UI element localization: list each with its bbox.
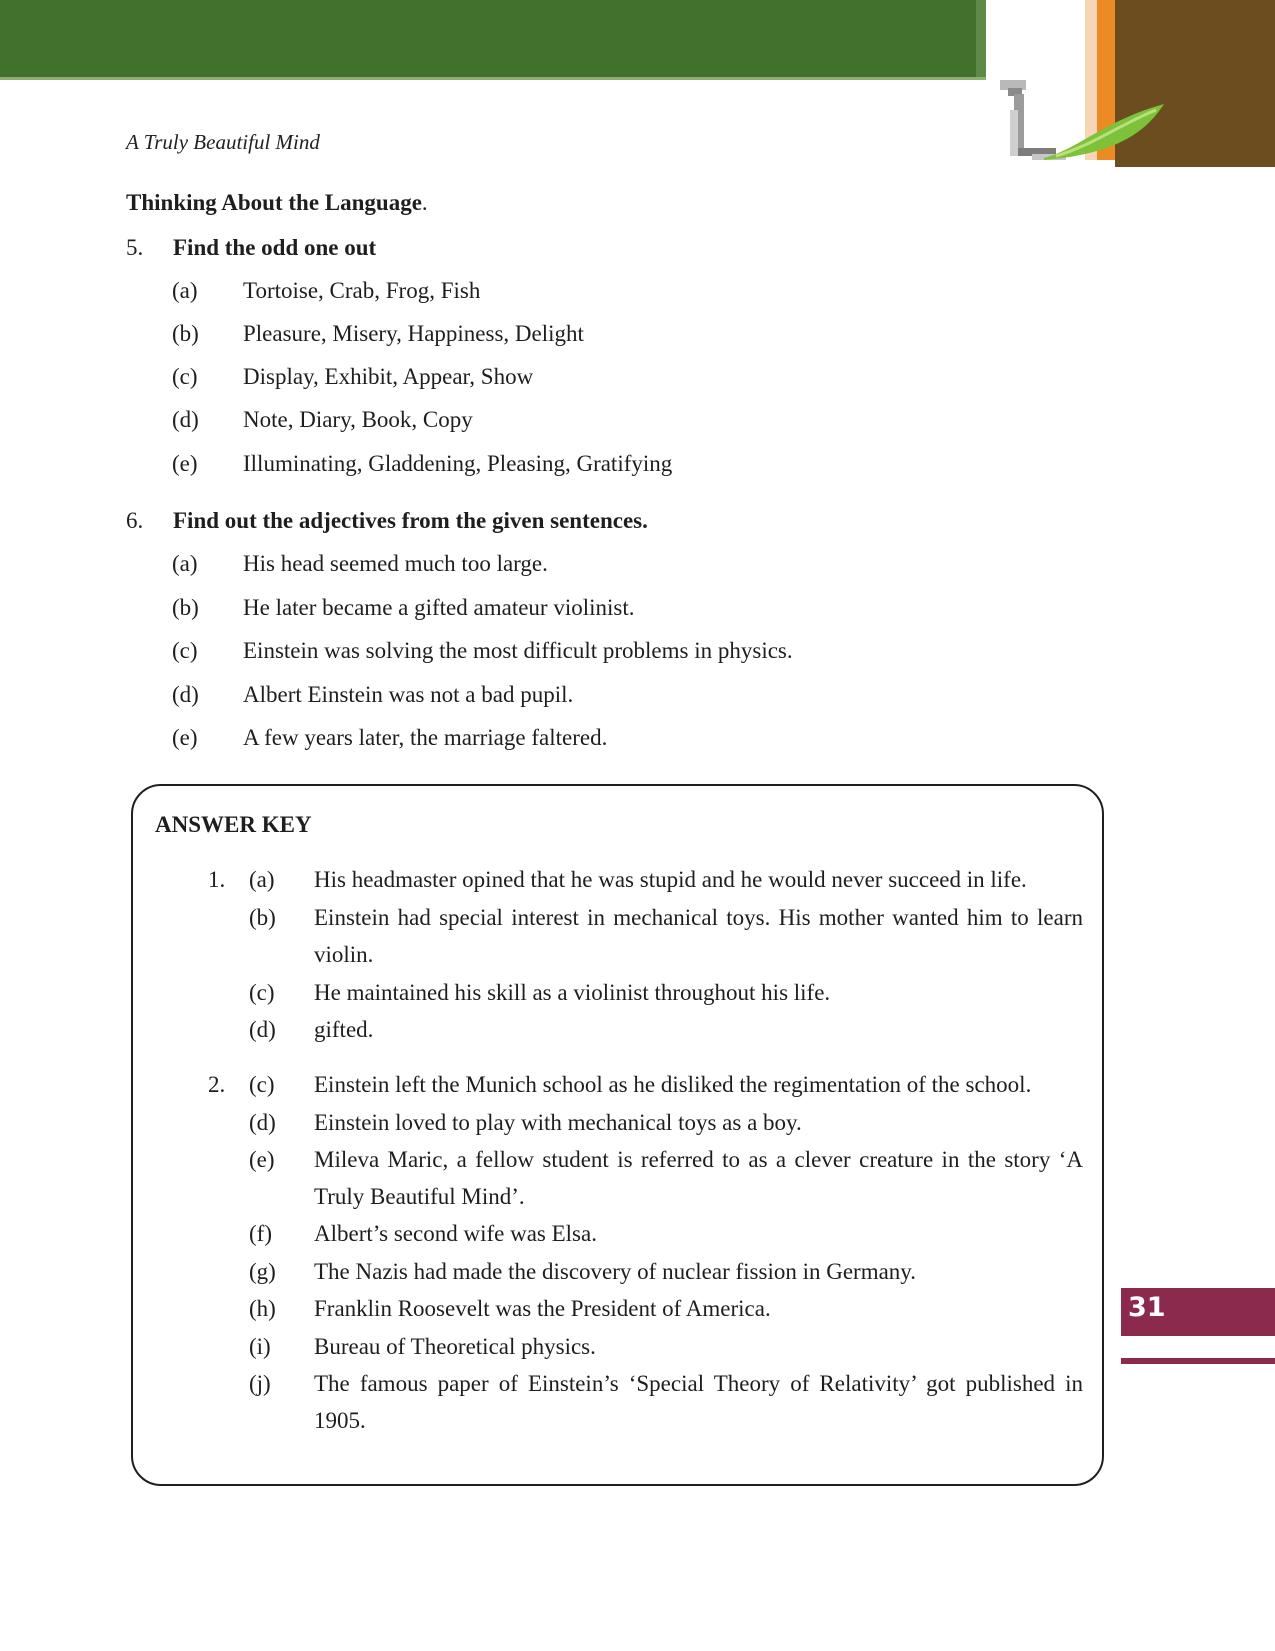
answer-label: (g) (249, 1259, 276, 1284)
item-text: Einstein was solving the most difficult problems in physics. (243, 638, 793, 663)
answer-text: gifted. (314, 1017, 374, 1042)
answer-text: Bureau of Theoretical physics. (314, 1334, 596, 1359)
answer-label: (b) (249, 905, 276, 930)
answer-label: (d) (249, 1110, 276, 1135)
item-text: Albert Einstein was not a bad pupil. (243, 682, 574, 707)
question-number: 5. (126, 235, 144, 260)
question-text: Find out the adjectives from the given sentences. (173, 508, 648, 533)
header-green-rule (0, 77, 986, 80)
answer-text: Mileva Maric, a fellow student is referred to as a clever creature in the story ‘A Truly Beautiful Mind’. (314, 1147, 1083, 1209)
item-label: (d) (172, 682, 199, 707)
leaf-logo-icon (996, 80, 1166, 175)
answer-label: (c) (249, 1072, 275, 1097)
item-text: Pleasure, Misery, Happiness, Delight (243, 321, 584, 346)
answer-text: Albert’s second wife was Elsa. (314, 1221, 597, 1246)
item-label: (a) (172, 278, 198, 303)
section-title (126, 190, 428, 216)
answer-text: Einstein loved to play with mechanical toys as a boy. (314, 1110, 802, 1135)
item-label: (a) (172, 551, 198, 576)
section-title-text: Thinking About the Language (126, 190, 422, 215)
item-label: (b) (172, 595, 199, 620)
answer-label: (c) (249, 980, 275, 1005)
item-label: (c) (172, 638, 198, 663)
header-green-band (0, 0, 986, 77)
answer-group-number: 1. (208, 867, 226, 892)
answer-label: (h) (249, 1296, 276, 1321)
answer-text: His headmaster opined that he was stupid and he would never succeed in life. (314, 867, 1027, 892)
answer-text: He maintained his skill as a violinist throughout his life. (314, 980, 831, 1005)
answer-key-title: ANSWER KEY (155, 812, 312, 837)
answer-text: The Nazis had made the discovery of nuclear fission in Germany. (314, 1259, 917, 1284)
item-text: Note, Diary, Book, Copy (243, 407, 473, 432)
page-number-rule (1121, 1358, 1275, 1364)
answer-text: Einstein had special interest in mechanical toys. His mother wanted him to learn violin. (314, 905, 1083, 967)
item-label: (e) (172, 725, 198, 750)
item-label: (d) (172, 407, 199, 432)
item-text: A few years later, the marriage faltered. (243, 725, 608, 750)
answer-label: (e) (249, 1147, 275, 1172)
answer-label: (j) (249, 1371, 271, 1396)
answer-group-number: 2. (208, 1072, 226, 1097)
item-label: (c) (172, 364, 198, 389)
question-text: Find the odd one out (173, 235, 377, 260)
item-text: His head seemed much too large. (243, 551, 548, 576)
answer-label: (d) (249, 1017, 276, 1042)
answer-label: (i) (249, 1334, 271, 1359)
item-text: He later became a gifted amateur violinist. (243, 595, 635, 620)
item-label: (e) (172, 451, 198, 476)
answer-label: (a) (249, 867, 275, 892)
answer-text: Einstein left the Munich school as he disliked the regimentation of the school. (314, 1072, 1032, 1097)
page-number: 31 (1128, 1292, 1166, 1323)
header-green-edge (976, 0, 986, 77)
answer-text: Franklin Roosevelt was the President of America. (314, 1296, 771, 1321)
item-label: (b) (172, 321, 199, 346)
section-title-period: . (421, 190, 428, 215)
answer-text: The famous paper of Einstein’s ‘Special Theory of Relativity’ got published in 1905. (314, 1371, 1083, 1433)
answer-label: (f) (249, 1221, 272, 1246)
question-number: 6. (126, 508, 144, 533)
item-text: Tortoise, Crab, Frog, Fish (243, 278, 481, 303)
running-title: A Truly Beautiful Mind (126, 130, 320, 154)
item-text: Display, Exhibit, Appear, Show (243, 364, 534, 389)
item-text: Illuminating, Gladdening, Pleasing, Gratifying (243, 451, 673, 476)
